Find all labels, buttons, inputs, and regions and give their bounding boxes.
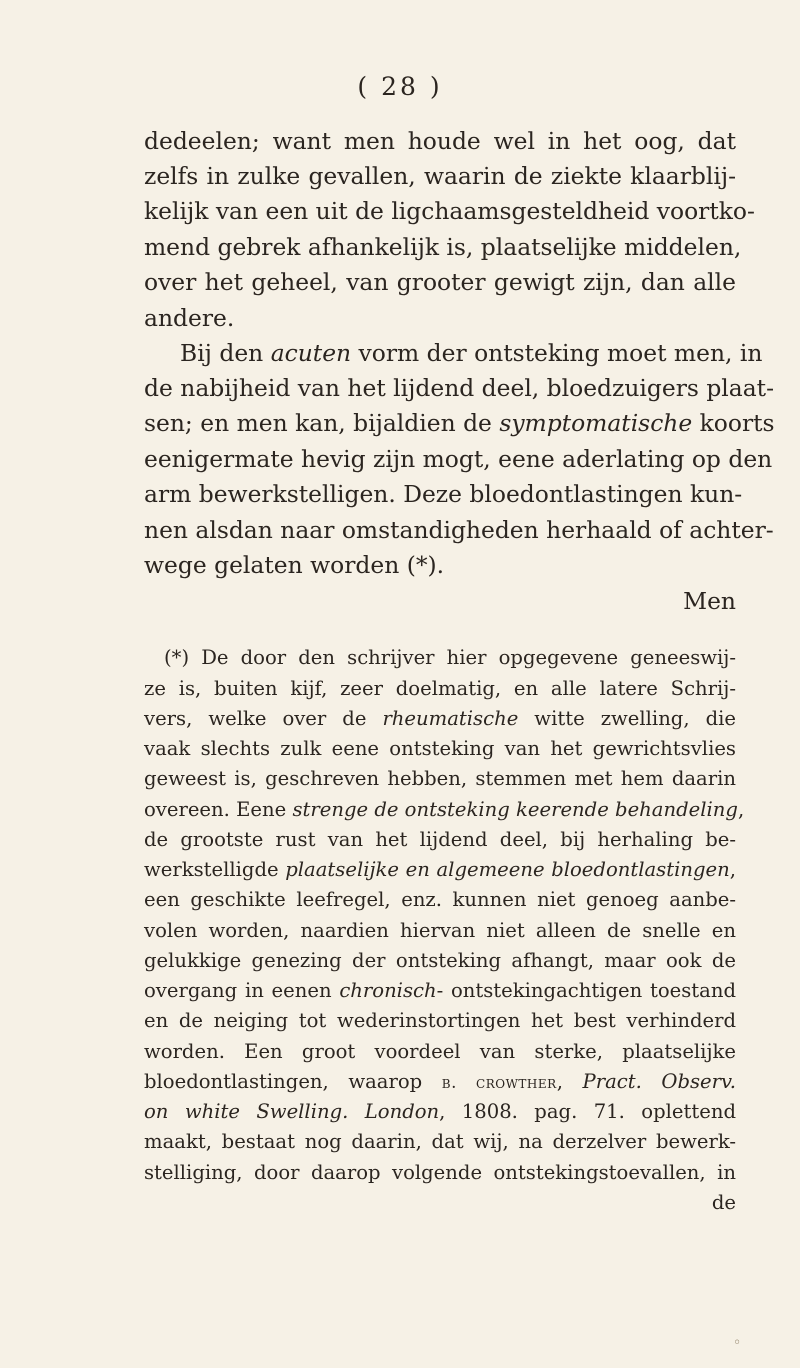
text-span: ,	[729, 858, 736, 881]
footnote-line: stelliging, door daarop volgende ontstekingstoevallen, in	[144, 1161, 736, 1184]
footnote-line	[144, 979, 736, 1002]
footnote-line: worden. Een groot voordeel van sterke, plaatselijke	[144, 1040, 736, 1063]
text-line: dedeelen; want men houde wel in het oog, dat	[144, 127, 736, 155]
footnote-line	[144, 798, 745, 821]
footnote-line: gelukkige genezing der ontsteking afhangt, maar ook de	[144, 949, 736, 972]
footnote-line	[144, 1070, 736, 1093]
ink-speck: ◦	[733, 1335, 742, 1351]
text-span: Bij den	[180, 339, 271, 367]
text-span: vers, welke over de	[144, 707, 383, 730]
italic-term: rheumatische	[382, 707, 519, 730]
text-span: witte zwelling, die	[518, 707, 736, 730]
text-line: nen alsdan naar omstandigheden herhaald of achter-	[144, 516, 774, 544]
text-line: zelfs in zulke gevallen, waarin de ziekte klaarblij-	[144, 162, 736, 190]
text-span: koorts	[692, 409, 775, 437]
author-name: b. crowther	[441, 1073, 557, 1092]
text-span: bloedontlastingen, waarop	[144, 1070, 442, 1093]
footnote-line	[144, 1100, 736, 1123]
italic-term: strenge de ontsteking keerende behandeling	[292, 798, 738, 821]
text-span: overeen. Eene	[144, 798, 293, 821]
footnote-line: ze is, buiten kijf, zeer doelmatig, en alle latere Schrij-	[144, 677, 736, 700]
text-line: eenigermate hevig zijn mogt, eene aderlating op den	[144, 445, 773, 473]
text-span: ,	[737, 798, 745, 821]
text-span: overgang in eenen	[144, 979, 340, 1002]
text-line: kelijk van een uit de ligchaamsgesteldheid voortko-	[144, 197, 755, 225]
text-line: wege gelaten worden (*).	[144, 551, 445, 579]
text-line: mend gebrek afhankelijk is, plaatselijke middelen,	[144, 233, 742, 261]
text-span: ,	[556, 1070, 583, 1093]
catchword: Men	[683, 587, 736, 615]
text-span: vorm der ontsteking moet men, in	[351, 339, 763, 367]
footnote-line: maakt, bestaat nog daarin, dat wij, na derzelver bewerk-	[144, 1130, 736, 1153]
italic-term: chronisch	[339, 979, 437, 1002]
text-line	[144, 409, 775, 437]
footnote-line: een geschikte leefregel, enz. kunnen niet genoeg aanbe-	[144, 888, 736, 911]
footnote-line: de grootste rust van het lijdend deel, bij herhaling be-	[144, 828, 736, 851]
italic-term: on white Swelling. London	[144, 1100, 440, 1123]
text-line: arm bewerkstelligen. Deze bloedontlastingen kun-	[144, 480, 743, 508]
text-line	[180, 339, 763, 367]
text-span: , 1808. pag. 71. oplettend	[439, 1100, 736, 1123]
italic-term: acuten	[270, 339, 352, 367]
footnote-line: volen worden, naardien hiervan niet alleen de snelle en	[144, 919, 736, 942]
footnote-line: geweest is, geschreven hebben, stemmen met hem daarin	[144, 767, 736, 790]
footnote-line	[144, 707, 736, 730]
italic-term: plaatselijke en algemeene bloedontlastingen	[285, 858, 730, 881]
italic-term: symptomatische	[499, 409, 693, 437]
italic-term: Pract. Observ.	[582, 1070, 736, 1093]
text-span: - ontstekingachtigen toestand	[436, 979, 737, 1002]
text-line: andere.	[144, 304, 235, 332]
footnote-line: (*) De door den schrijver hier opgegevene geneeswij-	[164, 646, 736, 669]
page-number: ( 28 )	[357, 72, 443, 101]
text-span: werkstelligde	[144, 858, 286, 881]
footnote-line	[144, 858, 736, 881]
text-line: over het geheel, van grooter gewigt zijn, dan alle	[144, 268, 736, 296]
text-span: sen; en men kan, bijaldien de	[144, 409, 500, 437]
footnote-line: vaak slechts zulk eene ontsteking van het gewrichtsvlies	[144, 737, 736, 760]
footnote-line: en de neiging tot wederinstortingen het best verhinderd	[144, 1009, 736, 1032]
text-line: de nabijheid van het lijdend deel, bloedzuigers plaat-	[144, 374, 774, 402]
catchword: de	[711, 1191, 736, 1214]
